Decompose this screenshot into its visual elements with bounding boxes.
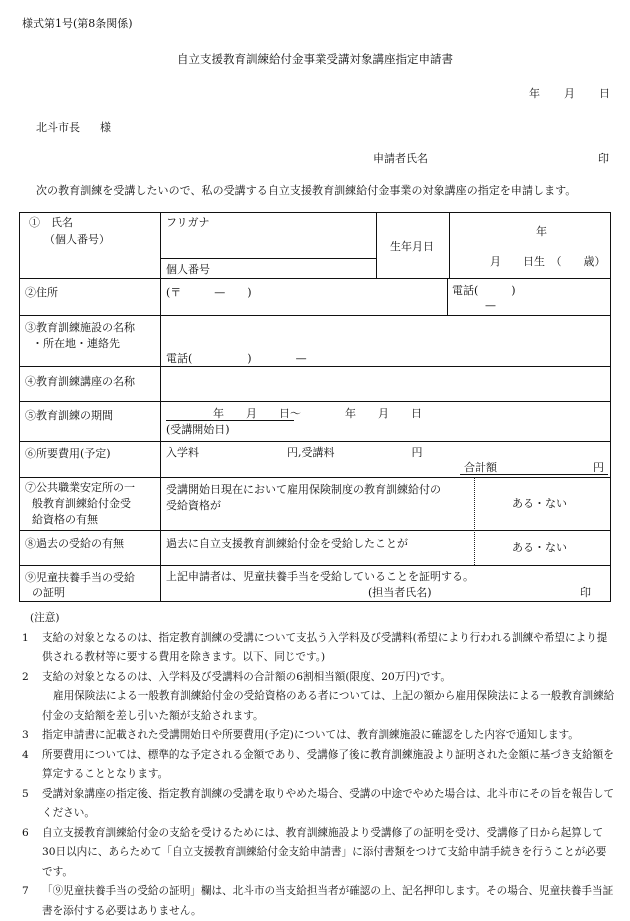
note-number: 1 <box>22 631 29 644</box>
row-divider <box>20 477 610 478</box>
past-receipt-label: ⑧過去の受給の有無 <box>25 537 124 550</box>
address-label: ②住所 <box>25 286 58 299</box>
phone-label: 電話( ) <box>452 284 516 297</box>
past-receipt-text: 過去に自立支援教育訓練給付金を受給したことが <box>166 537 408 550</box>
addressee-name: 北斗市長 <box>36 121 80 134</box>
fees-line: 入学料 円,受講料 円 <box>166 446 423 459</box>
date-day: 日 <box>599 87 610 100</box>
birth-column-divider <box>376 213 377 278</box>
note-item <box>20 746 616 785</box>
facility-phone: 電話( ) — <box>166 352 307 365</box>
row-divider <box>20 565 610 566</box>
note-number: 3 <box>22 729 29 741</box>
employment-benefit-label-3: 給資格の有無 <box>32 513 98 526</box>
row-divider <box>20 366 610 367</box>
past-receipt-choice: ある・ない <box>512 541 567 554</box>
employment-benefit-text-2: 受給資格が <box>166 499 221 512</box>
note-text: 支給の対象となるのは、入学料及び受講料の合計額の6割相当額(限度、20万円)です。 <box>42 670 452 683</box>
notes-section <box>20 609 616 921</box>
postal-code-field: (〒 — ) <box>166 286 252 299</box>
row-divider <box>20 530 610 531</box>
choice-dotted-divider <box>474 477 475 565</box>
note-text: 受講対象講座の指定後、指定教育訓練の受講を取りやめた場合、受講の中途でやめた場合は、北斗市にその旨を報告してください。 <box>42 787 615 819</box>
kojin-bango-label: 個人番号 <box>166 263 210 276</box>
officer-name-label: (担当者氏名) <box>368 586 432 599</box>
facility-label: ③教育訓練施設の名称 <box>25 321 135 334</box>
note-text: 指定申請書に記載された受講開始日や所要費用(予定)については、教育訓練施設に確認をした内容で通知します。 <box>42 729 579 741</box>
employment-benefit-choice: ある・ない <box>512 497 567 510</box>
note-item <box>20 882 616 921</box>
training-period-label: ⑤教育訓練の期間 <box>25 409 113 422</box>
course-name-label: ④教育訓練講座の名称 <box>25 375 135 388</box>
form-number: 様式第1号(第8条関係) <box>22 17 133 30</box>
note-item <box>20 785 616 824</box>
note-item <box>20 629 616 668</box>
note-number: 7 <box>22 885 29 897</box>
note-number: 4 <box>22 748 29 761</box>
application-form-table <box>19 212 611 602</box>
birth-year: 年 <box>536 225 547 238</box>
date-month: 月 <box>564 87 575 100</box>
birth-month-day-age: 月 日生 （ 歳） <box>490 255 606 268</box>
employment-benefit-label-2: 般教育訓練給付金受 <box>32 497 131 510</box>
application-date <box>505 87 610 100</box>
note-text: 「⑨児童扶養手当の受給の証明」欄は、北斗市の当支給担当者が確認の上、記名押印します。その場合、児童扶養手当証書を添付する必要はありません。 <box>42 885 614 917</box>
intro-text: 次の教育訓練を受講したいので、私の受講する自立支援教育訓練給付金事業の対象講座の指定を申請します。 <box>36 184 577 197</box>
row-divider <box>20 441 610 442</box>
estimated-cost-label: ⑥所要費用(予定) <box>25 447 111 460</box>
employment-benefit-label: ⑦公共職業安定所の一 <box>25 481 135 494</box>
furigana-label: フリガナ <box>166 216 210 229</box>
row-divider <box>20 278 610 279</box>
training-period: 年 月 日～ 年 月 日 <box>213 407 422 420</box>
birth-value-divider <box>449 213 450 278</box>
phone-column-divider <box>447 278 448 315</box>
row-divider <box>20 401 610 402</box>
total-label: 合計額 <box>464 461 497 474</box>
date-year: 年 <box>529 87 540 100</box>
note-item <box>20 824 616 883</box>
note-text: 支給の対象となるのは、指定教育訓練の受講について支払う入学料及び受講料(希望により行われる訓練や希望により提供される教材等に要する費用を除きます。以下、同じです。) <box>42 631 608 663</box>
row-divider <box>20 315 610 316</box>
note-number: 5 <box>22 787 29 800</box>
addressee <box>36 121 111 134</box>
phone-dash: — <box>485 299 496 312</box>
note-subtext: 雇用保険法による一般教育訓練給付金の受給資格のある者については、上記の額から雇用保険法による一般教育訓練給付金の支給額を差し引いた額が支給されます。 <box>42 690 615 722</box>
document-title: 自立支援教育訓練給付金事業受講対象講座指定申請書 <box>177 52 453 66</box>
note-text: 所要費用については、標準的な予定される金額であり、受講修了後に教育訓練施設より証明された金額に基づき支給額を算定することとなります。 <box>42 748 614 780</box>
name-label: ① 氏名 <box>29 216 73 229</box>
applicant-seal: 印 <box>598 152 609 165</box>
applicant-name-label: 申請者氏名 <box>373 152 428 165</box>
note-number: 6 <box>22 826 29 839</box>
officer-seal: 印 <box>580 586 591 599</box>
employment-benefit-text: 受講開始日現在において雇用保険制度の教育訓練給付の <box>166 483 441 496</box>
note-item <box>20 726 616 746</box>
notes-heading: (注意) <box>30 612 60 624</box>
individual-number-label: （個人番号） <box>44 233 110 246</box>
child-allowance-label: ⑨児童扶養手当の受給 <box>25 571 135 584</box>
addressee-suffix: 様 <box>100 121 111 134</box>
total-unit: 円 <box>593 461 604 474</box>
note-text: 自立支援教育訓練給付金の支給を受けるためには、教育訓練施設より受講修了の証明を受け、受講修了日から起算して30日以内に、あらためて「自立支援教育訓練給付金支給申請書」に添付書類をつけて支給申請手続きを行うことが必要です。 <box>42 826 607 878</box>
child-allowance-label-2: の証明 <box>32 586 65 599</box>
note-item <box>20 668 616 727</box>
note-number: 2 <box>22 670 29 683</box>
birth-date-label: 生年月日 <box>390 240 434 253</box>
facility-label-sub: ・所在地・連絡先 <box>32 337 120 350</box>
label-column-divider <box>160 213 161 601</box>
furigana-divider <box>160 258 376 259</box>
start-date-note: (受講開始日) <box>166 423 230 436</box>
child-allowance-certification: 上記申請者は、児童扶養手当を受給していることを証明する。 <box>166 570 474 583</box>
